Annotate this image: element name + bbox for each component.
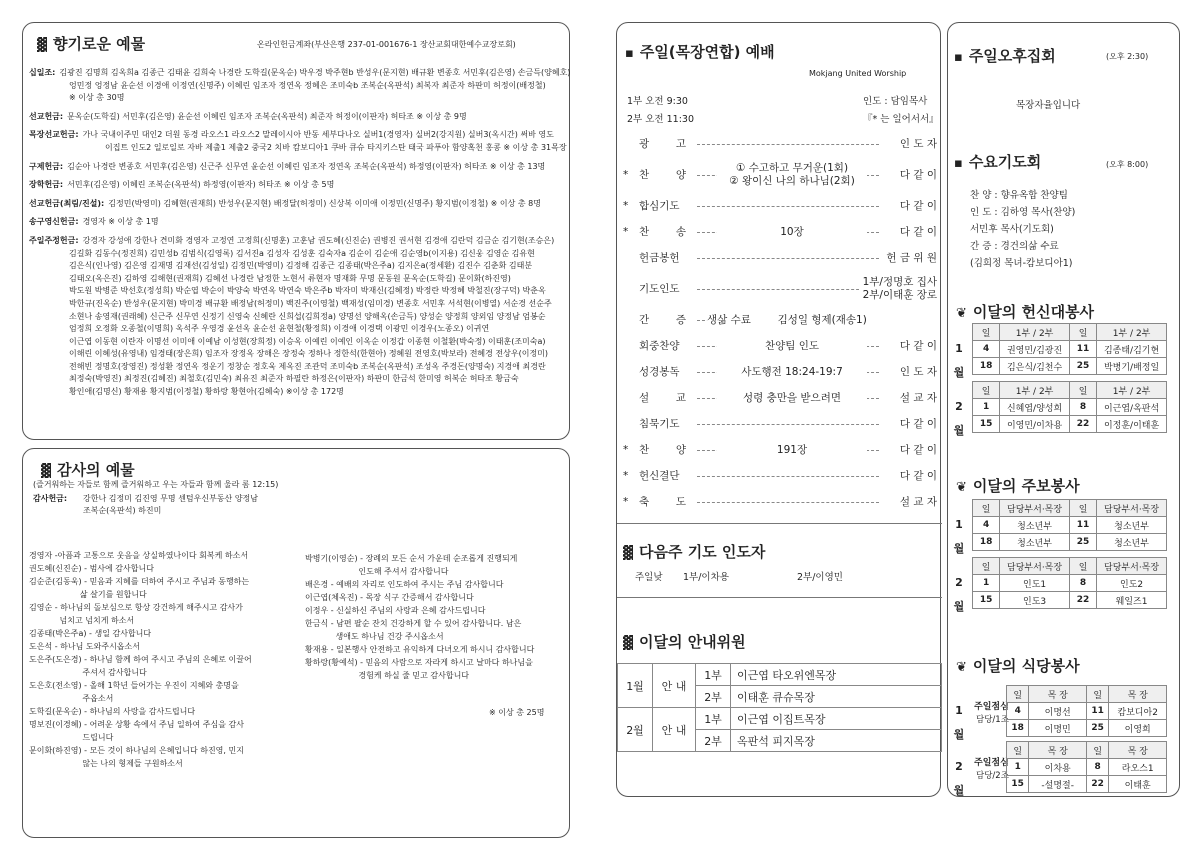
schedule-header-cell: 담당부서·목장: [1000, 558, 1070, 575]
schedule-date: 18: [973, 534, 1000, 551]
schedule-assignee: 박병기/배정일: [1097, 358, 1167, 375]
usher-kind-1: 안 내: [653, 664, 696, 708]
worship-row: [621, 489, 937, 515]
worship-person: 다 같 이: [896, 470, 937, 483]
schedule-assignee: 청소년부: [1097, 534, 1167, 551]
usher-name: 이근엽 타오위엔목장: [731, 664, 942, 686]
worship-item: 성경봉독: [639, 365, 680, 378]
schedule-assignee: 청소년부: [1000, 517, 1070, 534]
schedule-month: 1월: [953, 704, 965, 741]
offering-label: 장학헌금:: [29, 180, 64, 190]
usher-part: 1부: [696, 664, 731, 686]
schedule-header-cell: 담당부서·목장: [1097, 558, 1167, 575]
offering-indent: [29, 260, 69, 273]
offering-indent: [29, 298, 69, 311]
offering-label: 송구영신헌금:: [29, 217, 79, 227]
schedule-assignee: 권영민/김광진: [1000, 341, 1070, 358]
worship-person: 다 같 이: [896, 226, 937, 239]
schedule-table: [972, 557, 1167, 609]
afternoon-title: ▪ 주일오후집회: [954, 47, 1056, 65]
worship-star: *: [623, 168, 629, 181]
schedule-assignee: 청소년부: [1000, 534, 1070, 551]
schedule-date: 18: [1007, 720, 1029, 737]
usher-part: 2부: [696, 686, 731, 708]
schedule-month: 2월: [953, 400, 965, 437]
bulletin-title: ❦ 이달의 주보봉사: [956, 477, 1080, 495]
schedule-date: 25: [1069, 358, 1096, 375]
thanks-item: 넘치고 넘치게 하소서: [29, 616, 135, 625]
schedule-date: 15: [973, 416, 1000, 433]
worship-item: 광 고: [639, 137, 686, 150]
worship-item: 설 교: [639, 391, 686, 404]
next-prayer-2: 2부/이영민: [797, 572, 843, 583]
worship-person: 인 도 자: [896, 366, 937, 379]
schedule-header-cell: 일: [1069, 500, 1096, 517]
worship-detail: 191장: [717, 444, 867, 457]
schedule-assignee: 이태훈: [1109, 776, 1167, 793]
offering-line: 김은식(인나영) 김은영 김재명 김재선(김성일) 김정민(박영미) 김정해 김종근 김종태(박은주a) 김지은a(정세환) 김진수 김춘화 김태분: [69, 261, 533, 271]
offering-line: 이근엽 이동현 이란자 이명선 이미애 이예남 이성현(장희정) 이승옥 이예린 이예인 이옥순 이정갑 이종현 이철환(박숙정) 이태훈(조미숙a): [69, 336, 546, 346]
worship-star: *: [623, 495, 629, 508]
offering-label: 주일주정헌금:: [29, 235, 79, 245]
ushers-table: [617, 663, 942, 752]
offering-line: 황인애(김명신) 황재용 황지범(이정철) 황하랑 황현아(김혜숙) ※이상 총 172명: [69, 387, 344, 397]
cafeteria-sub-title: 주일점심: [974, 758, 1009, 768]
colon-bullet-icon: ▪: [625, 46, 634, 61]
thanks-item: 황하랑(황예석) - 믿음의 사람으로 자라게 하시고 날마다 하나님을: [305, 658, 533, 667]
offering-line: 서민후(김은영) 이혜린 조복순(옥판석) 하정영(이판자) 허타조 ※ 이상 총 5명: [67, 180, 335, 190]
offering-section: [29, 129, 565, 154]
schedule-month: 1월: [953, 518, 965, 555]
schedule-assignee: -설명절-: [1029, 776, 1087, 793]
thanks-item: 김순준(김동욱) - 믿음과 지혜를 더하여 주시고 주님과 동행하는: [29, 577, 250, 586]
schedule-date: 22: [1069, 416, 1096, 433]
thanks-donors-1: 강한나 김정미 김진영 무명 센텀우신부동산 양정남: [83, 494, 259, 503]
thanks-item: 황재용 - 일본행사 안전하고 유익하게 다녀오게 하시니 감사합니다: [305, 645, 535, 654]
thanks-item: 않는 나의 형제들 구원하소서: [29, 759, 183, 768]
offering-line: 박한규(진옥순) 반성우(문지현) 박미경 배규환 배정남(허정미) 백진주(이영철) 백재성(임미경) 변종호 서민후 서석현(이병열) 서순경 선순주: [69, 298, 552, 308]
offering-label: 십일조:: [29, 68, 56, 77]
thanks-item: 이근엽(체옥진) - 목장 식구 간증해서 감사합니다: [305, 593, 474, 602]
schedule-table: [972, 499, 1167, 551]
schedule-header-cell: 일: [1069, 558, 1096, 575]
thanks-item: 드립니다: [29, 733, 114, 742]
schedule-header-cell: 일: [973, 500, 1000, 517]
schedule-assignee: 김은식/김천수: [1000, 358, 1070, 375]
right-panel: [947, 22, 1180, 797]
offering-indent: [29, 311, 69, 324]
worship-item: 회중찬양: [639, 339, 680, 352]
offering-label: 선교헌금(최림/진설):: [29, 198, 105, 208]
offering-line: 강경자 강성애 강한나 견미화 경영자 고정연 고정희(신명훈) 고훈남 권도혜(신진순) 권병진 권서현 김경애 김란덕 김금순 김기현(조승은): [82, 235, 555, 245]
thanks-item: 삶 살기를 원합니다: [29, 590, 147, 599]
offering-indent: [29, 348, 69, 361]
thanks-left-list: [29, 549, 309, 770]
offering-indent: [29, 323, 69, 336]
worship-row: [621, 271, 937, 307]
worship-detail: 10장: [717, 226, 867, 239]
online-account: 온라인헌금계좌(부산은행 237-01-001676-1 장산교회대한예수교장로회): [257, 40, 516, 49]
thanks-item: 도은호(전소영) - 올해 1학년 들어가는 우진이 지혜와 총명을: [29, 681, 239, 690]
schedule-header-cell: 일: [973, 558, 1000, 575]
square-bullet-icon: ▓: [41, 464, 51, 479]
offering-title: ▓ 향기로운 예물: [37, 35, 146, 53]
schedule-date: 4: [1007, 703, 1029, 720]
next-prayer-1: 1부/이차용: [683, 572, 729, 583]
dotted-leader: [697, 144, 879, 145]
worship-row: [621, 411, 937, 437]
usher-month-1: 1월: [618, 664, 653, 708]
worship-item: 헌신결단: [639, 469, 680, 482]
offering-line: 최정숙(박영진) 최정진(김혜진) 최철호(김민숙) 최유진 최준자 하필란 하정은(이판자) 하판미 한금석 한미영 허복순 허타조 황금숙: [69, 374, 519, 384]
worship-detail: 찬양팀 인도: [717, 340, 867, 353]
worship-person: 인 도 자: [896, 138, 937, 151]
thanks-verse: (즐거워하는 자들로 함께 즐거워하고 우는 자들과 함께 울라 롬 12:15): [33, 480, 279, 489]
thanks-item: 권도혜(신진순) - 범사에 감사합니다: [29, 564, 154, 573]
service-1: 1부 오전 9:30: [627, 96, 688, 107]
wednesday-line: 인 도 : 김하영 목사(찬양): [970, 207, 1076, 218]
schedule-assignee: 이근엽/옥판석: [1097, 399, 1167, 416]
worship-row: [621, 219, 937, 245]
flower-icon: ❦: [956, 306, 967, 321]
square-bullet-icon: ▓: [37, 38, 47, 53]
afternoon-content: 목장자율입니다: [1016, 100, 1081, 111]
thanks-item: 명보진(이경혜) - 어려운 상황 속에서 주님 일하여 주심을 감사: [29, 720, 244, 729]
thanks-right-list: [305, 552, 567, 682]
dotted-leader: [697, 502, 879, 503]
thanks-item: 김종태(박은주a) - 생일 감사합니다: [29, 629, 152, 638]
offering-line: 김태오(옥은진) 김하영 김해현(권재희) 김혜선 나경란 남정한 노현서 류현자 명재화 무명 문동원 문옥순(도학길) 문이화(하진영): [69, 273, 511, 283]
worship-detail: 성령 충만을 받으려면: [717, 392, 867, 405]
schedule-month: 1월: [953, 342, 965, 379]
worship-star: *: [623, 443, 629, 456]
offering-line: 가나 국내이주민 대인2 더원 동경 라오스1 라오스2 말레이시아 반동 세부다나오 실버1(경영자) 실버2(강지원) 실버3(옥시간) 써바 영도: [82, 130, 554, 140]
usher-part: 2부: [696, 730, 731, 752]
colon-bullet-icon: ▪: [954, 156, 963, 171]
schedule-date: 18: [973, 358, 1000, 375]
schedule-header-cell: 1부 / 2부: [1097, 324, 1167, 341]
offering-section: [29, 179, 565, 192]
worship-row: [621, 307, 937, 333]
schedule-header-cell: 담당부서·목장: [1097, 500, 1167, 517]
worship-leader: 인도 : 담임목사: [863, 96, 928, 107]
offering-line: 박도원 박병준 박선호(정성희) 박순엽 박순이 박양숙 박연옥 박연숙 박은주b 박자미 박재신(김혜정) 박정란 박정혜 박철진(장구덕) 박춘옥: [69, 286, 546, 296]
worship-item: 찬 양: [639, 168, 686, 181]
thanks-total: ※ 이상 총 25명: [489, 708, 545, 717]
worship-divider-2: [617, 597, 942, 598]
schedule-date: 11: [1069, 341, 1096, 358]
worship-row: [621, 245, 937, 271]
dotted-leader: [697, 424, 879, 425]
worship-row: [621, 193, 937, 219]
schedule-assignee: 웨일즈1: [1097, 592, 1167, 609]
offering-line: 엄정희 오정화 오종철(이명희) 옥석주 우영경 윤선옥 윤순선 윤현철(황정희) 이경애 이경택 이광민 이경우(노종오) 이귀연: [69, 324, 490, 334]
offering-line: 김길화 김동수(정진희) 김민성b 김범식(김영록) 김서진a 김성자 김성훈 김숙자a 김순이 김순애 김순영b(이지용) 김신웅 김영순 김유현: [69, 248, 535, 258]
schedule-date: 8: [1086, 759, 1108, 776]
schedule-assignee: 김종태/김기현: [1097, 341, 1167, 358]
worship-item: 찬 양: [639, 443, 686, 456]
schedule-date: 15: [1007, 776, 1029, 793]
worship-detail: ① 수고하고 무거운(1회) ② 왕이신 나의 하나님(2회): [717, 162, 867, 188]
worship-divider-1: [617, 523, 942, 524]
worship-person: 다 같 이: [896, 340, 937, 353]
offering-indent: [29, 336, 69, 349]
worship-item: 찬 송: [639, 225, 686, 238]
cafeteria-sub-team: 담당/2조: [976, 771, 1009, 781]
worship-row: [621, 131, 937, 157]
schedule-assignee: 이명민: [1029, 720, 1087, 737]
schedule-assignee: 이영민/이차용: [1000, 416, 1070, 433]
schedule-header-cell: 일: [973, 324, 1000, 341]
thanks-donors-2: 조복순(옥판석) 하진미: [83, 506, 162, 515]
worship-row: [621, 157, 937, 193]
offering-indent: [29, 80, 69, 93]
worship-row: [621, 463, 937, 489]
offering-section: [29, 216, 565, 229]
cafeteria-sub-team: 담당/1조: [976, 715, 1009, 725]
wednesday-line: 서민후 목사(기도회): [970, 224, 1054, 235]
offering-indent: [29, 361, 69, 374]
schedule-header-cell: 목 장: [1109, 686, 1167, 703]
schedule-header-cell: 일: [1007, 686, 1029, 703]
schedule-table: [972, 381, 1167, 433]
worship-panel: [616, 22, 941, 797]
schedule-assignee: 이차용: [1029, 759, 1087, 776]
worship-title: ▪ 주일(목장연합) 예배: [625, 43, 775, 61]
offering-line: 전해빈 정명호(장영진) 정성환 정연옥 정운기 정창순 정호욱 제옥진 조관덕 조미숙b 조복순(옥판석) 조성옥 주경돈(양명숙) 지경애 최경란: [69, 361, 546, 371]
worship-person: 헌 금 위 원: [882, 252, 937, 265]
dotted-leader: [697, 258, 879, 259]
worship-person: 설 교 자: [896, 392, 937, 405]
schedule-table: [1006, 741, 1167, 793]
thanks-item: 주셔서 감사합니다: [29, 668, 147, 677]
offering-indent: [29, 373, 69, 386]
thanks-item: 생애도 하나님 건강 주시옵소서: [305, 632, 444, 641]
wednesday-line: 찬 양 : 향유옥합 찬양팀: [970, 190, 1068, 201]
offering-line: 소현나 송영재(권래혜) 신근주 신무연 신정기 신영숙 신혜란 신희섭(김희정a) 양명선 양해옥(손금득) 양성순 양정희 양외임 양정남 엄봉순: [69, 311, 546, 321]
next-prayer-label: 주일낮: [635, 572, 663, 583]
offering-indent: [29, 92, 69, 105]
schedule-assignee: 라오스1: [1109, 759, 1167, 776]
thanks-item: 도은석 - 하나님 도와주시옵소서: [29, 642, 140, 651]
schedule-assignee: 신혜엽/양성희: [1000, 399, 1070, 416]
usher-kind-2: 안 내: [653, 708, 696, 752]
cafeteria-sub-title: 주일점심: [974, 702, 1009, 712]
service-2: 2부 오전 11:30: [627, 114, 694, 125]
thanks-label: 감사헌금:: [33, 494, 68, 503]
offering-line: 문옥순(도학길) 서민후(김은영) 윤순선 이혜린 임조자 조복순(옥판석) 최준자 허정이(이판자) 허타조 ※ 이상 총 9명: [67, 111, 467, 121]
offering-line: 김광진 김명희 김옥희a 김종근 김태윤 김희숙 나경란 도학길(문옥순) 박우경 박주현b 반성우(문지현) 배규환 변종호 서민후(김은영) 손금득(양혜호): [59, 68, 571, 77]
offering-line: 이집트 인도2 일로일로 자바 제출1 제출2 중국2 치바 캄보디아1 쿠바 큐슈 타지키스탄 태국 파푸아 함양혹천 홍콩 ※ 이상 총 31목장: [105, 142, 567, 152]
offering-panel: [22, 22, 570, 440]
thanks-item: 주옵소서: [29, 694, 114, 703]
flower-icon: ❦: [956, 480, 967, 495]
thanks-item: 문이화(하진영) - 모든 것이 하나님의 은혜입니다 하진영, 민지: [29, 746, 244, 755]
schedule-date: 8: [1069, 399, 1096, 416]
offering-label: 목장선교헌금:: [29, 130, 79, 140]
schedule-header-cell: 일: [1007, 742, 1029, 759]
thanks-item: 김영순 - 하나님의 돌보심으로 항상 강건하게 해주시고 감사가: [29, 603, 243, 612]
thanks-item: 도학길(문옥순) - 하나님의 사랑을 감사드립니다: [29, 707, 196, 716]
wednesday-line: 간 증 : 경건의삶 수료: [970, 241, 1059, 252]
offering-line: 김정민(박영미) 김혜현(권재희) 반성우(문지현) 배정달(허정미) 신상복 이미애 이정민(신명주) 황지범(이정철) ※ 이상 총 8명: [108, 198, 541, 208]
offering-section: [29, 111, 565, 124]
dedication-title: ❦ 이달의 헌신대봉사: [956, 303, 1095, 321]
schedule-date: 4: [973, 341, 1000, 358]
worship-person: 1부/정명호 집사 2부/이태훈 장로: [859, 276, 937, 302]
schedule-header-cell: 1부 / 2부: [1097, 382, 1167, 399]
schedule-header-cell: 목 장: [1029, 686, 1087, 703]
dotted-leader: [697, 289, 879, 290]
schedule-assignee: 인도3: [1000, 592, 1070, 609]
worship-detail: 사도행전 18:24-19:7: [717, 366, 867, 379]
schedule-header-cell: 담당부서·목장: [1000, 500, 1070, 517]
wednesday-time: (오후 8:00): [1106, 160, 1149, 169]
ushers-title: ▓ 이달의 안내위원: [623, 633, 746, 651]
worship-item: 기도인도: [639, 282, 680, 295]
flower-icon: ❦: [956, 660, 967, 675]
offering-section: [29, 67, 571, 105]
offering-section: [29, 198, 565, 211]
schedule-date: 1: [973, 575, 1000, 592]
thanks-title: ▓ 감사의 예물: [41, 461, 135, 479]
afternoon-time: (오후 2:30): [1106, 52, 1149, 61]
worship-item: 침묵기도: [639, 417, 680, 430]
worship-row: [621, 359, 937, 385]
schedule-date: 1: [1007, 759, 1029, 776]
worship-item: 합심기도: [639, 199, 680, 212]
thanks-item: 인도해 주셔서 감사합니다: [305, 567, 449, 576]
offering-line: 경영자 ※ 이상 총 1명: [82, 217, 159, 227]
worship-row: [621, 385, 937, 411]
usher-name: 이근엽 이집트목장: [731, 708, 942, 730]
standing-note: 『* 는 일어서서』: [863, 114, 939, 125]
thanks-item: 경영자 -아픔과 고통으로 웃음을 상실하였나이다 회복케 하소서: [29, 551, 249, 560]
wednesday-line: (김희정 목녀-캄보디아1): [970, 258, 1073, 269]
schedule-date: 25: [1086, 720, 1108, 737]
worship-item: 헌금봉헌: [639, 251, 680, 264]
schedule-header-cell: 1부 / 2부: [1000, 382, 1070, 399]
worship-item: 축 도: [639, 495, 686, 508]
worship-person: 다 같 이: [896, 200, 937, 213]
offering-list: [29, 67, 571, 399]
schedule-header-cell: 일: [1086, 742, 1108, 759]
schedule-date: 25: [1069, 534, 1096, 551]
worship-person: 다 같 이: [896, 418, 937, 431]
worship-item: 간 증: [639, 313, 686, 326]
colon-bullet-icon: ▪: [954, 50, 963, 65]
usher-part: 1부: [696, 708, 731, 730]
worship-detail: 생삶 수료 김성일 형제(재송1): [707, 314, 937, 327]
thanks-item: 이정우 - 신실하신 주님의 사랑과 은혜 감사드립니다: [305, 606, 486, 615]
schedule-table: [972, 323, 1167, 375]
worship-row: [621, 333, 937, 359]
usher-month-2: 2월: [618, 708, 653, 752]
worship-star: *: [623, 199, 629, 212]
worship-person: 다 같 이: [896, 169, 937, 182]
schedule-date: 11: [1069, 517, 1096, 534]
offering-indent: [29, 273, 69, 286]
schedule-assignee: 이영희: [1109, 720, 1167, 737]
cafeteria-title: ❦ 이달의 식당봉사: [956, 657, 1080, 675]
usher-name: 이태훈 큐슈목장: [731, 686, 942, 708]
offering-line: 김순아 나경란 변종호 서민후(김은영) 신근주 신무연 윤순선 이혜린 임조자 정연옥 조복순(옥판석) 하정영(이판자) 허타조 ※ 이상 총 13명: [67, 161, 546, 171]
next-prayer-title: ▓ 다음주 기도 인도자: [623, 543, 766, 561]
schedule-header-cell: 일: [1069, 324, 1096, 341]
schedule-header-cell: 목 장: [1029, 742, 1087, 759]
schedule-header-cell: 일: [1069, 382, 1096, 399]
schedule-assignee: 청소년부: [1097, 517, 1167, 534]
schedule-date: 8: [1069, 575, 1096, 592]
schedule-month: 2월: [953, 576, 965, 613]
worship-star: *: [623, 469, 629, 482]
dotted-leader: [697, 476, 879, 477]
schedule-date: 22: [1086, 776, 1108, 793]
thanks-item: 배은경 - 예배의 자리로 인도하여 주시는 주님 감사합니다: [305, 580, 504, 589]
offering-indent: [29, 142, 105, 155]
square-bullet-icon: ▓: [623, 546, 633, 561]
offering-line: 엉민정 엉정남 윤순선 이경애 이정연(신명주) 이혜린 임조자 정연옥 정혜은 조미숙b 조복순(옥판석) 최복자 최준자 하판미 허정이(배정철): [69, 80, 546, 90]
schedule-date: 4: [973, 517, 1000, 534]
offering-section: [29, 161, 565, 174]
schedule-date: 11: [1086, 703, 1108, 720]
schedule-assignee: 인도1: [1000, 575, 1070, 592]
offering-indent: [29, 248, 69, 261]
schedule-month: 2월: [953, 760, 965, 797]
offering-label: 선교헌금:: [29, 111, 64, 121]
offering-section: [29, 235, 565, 399]
schedule-date: 22: [1069, 592, 1096, 609]
schedule-date: 1: [973, 399, 1000, 416]
schedule-table: [1006, 685, 1167, 737]
thanks-item: 도은주(도은경) - 하나님 함께 하여 주시고 주님의 은혜로 이끌어: [29, 655, 252, 664]
worship-subtitle: Mokjang United Worship: [809, 69, 907, 78]
worship-star: *: [623, 225, 629, 238]
offering-indent: [29, 285, 69, 298]
square-bullet-icon: ▓: [623, 636, 633, 651]
offering-line: ※ 이상 총 30명: [69, 93, 125, 103]
thanks-item: 경험케 하실 줄 믿고 감사합니다: [305, 671, 470, 680]
offering-indent: [29, 386, 69, 399]
usher-name: 옥판석 피지목장: [731, 730, 942, 752]
thanks-item: 박병기(이영순) - 장례의 모든 순서 가운데 순조롭게 진행되게: [305, 554, 518, 563]
schedule-assignee: 이정훈/이태훈: [1097, 416, 1167, 433]
worship-row: [621, 437, 937, 463]
schedule-assignee: 캄보디아2: [1109, 703, 1167, 720]
schedule-date: 15: [973, 592, 1000, 609]
worship-person: 설 교 자: [896, 496, 937, 509]
worship-person: 다 같 이: [896, 444, 937, 457]
offering-line: 이해린 이혜성(유영내) 임경태(장은희) 임조자 장정옥 장해은 장정숙 정하나 정한석(한현아) 정혜원 전영호(박보라) 전혜경 전상우(이정미): [69, 349, 549, 359]
schedule-header-cell: 목 장: [1109, 742, 1167, 759]
dotted-leader: [697, 206, 879, 207]
thanks-item: 한금식 - 남편 팔순 잔치 건강하게 할 수 있어 감사합니다. 남은: [305, 619, 522, 628]
schedule-header-cell: 1부 / 2부: [1000, 324, 1070, 341]
thanks-panel: [22, 448, 570, 838]
wednesday-title: ▪ 수요기도회: [954, 153, 1042, 171]
schedule-header-cell: 일: [973, 382, 1000, 399]
offering-label: 구제헌금:: [29, 161, 64, 171]
schedule-header-cell: 일: [1086, 686, 1108, 703]
schedule-assignee: 인도2: [1097, 575, 1167, 592]
schedule-assignee: 이명선: [1029, 703, 1087, 720]
